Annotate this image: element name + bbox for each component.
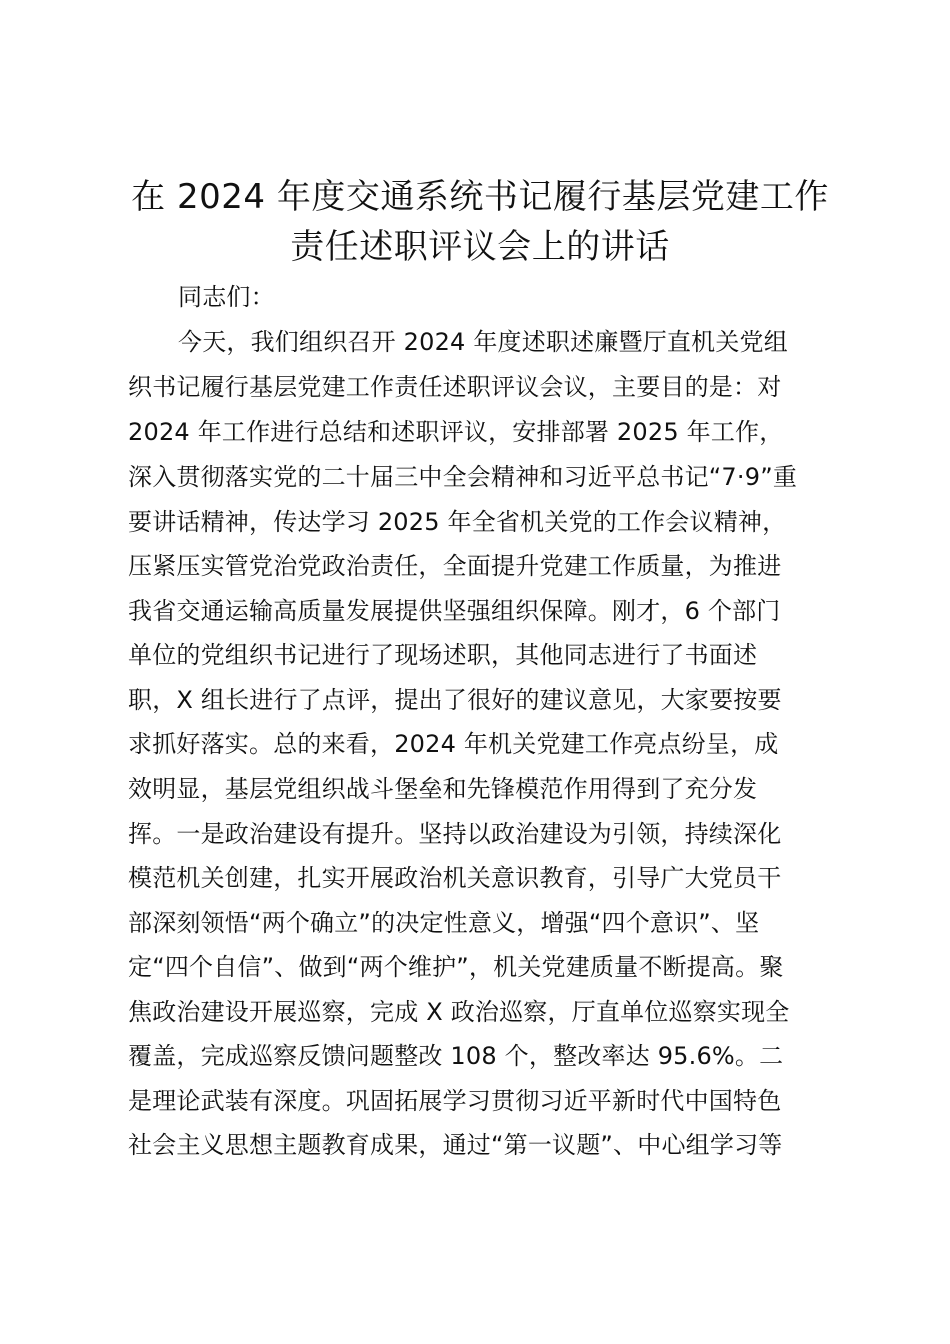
- body-line: 求抓好落实。总的来看，2024 年机关党建工作亮点纷呈，成: [128, 730, 779, 758]
- body-line: 社会主义思想主题教育成果，通过“第一议题”、中心组学习等: [128, 1131, 783, 1159]
- salutation: 同志们：: [178, 283, 275, 311]
- body-line: 覆盖，完成巡察反馈问题整改 108 个，整改率达 95.6%。二: [128, 1042, 784, 1070]
- body-line: 我省交通运输高质量发展提供坚强组织保障。刚才，6 个部门: [128, 597, 781, 625]
- document-title-line-2: 责任述职评议会上的讲话: [290, 227, 670, 267]
- body-line: 挥。一是政治建设有提升。坚持以政治建设为引领，持续深化: [128, 820, 782, 848]
- body-line: 职，X 组长进行了点评，提出了很好的建议意见，大家要按要: [128, 686, 782, 714]
- body-line: 单位的党组织书记进行了现场述职，其他同志进行了书面述: [128, 641, 758, 669]
- body-line: 部深刻领悟“两个确立”的决定性意义，增强“四个意识”、坚: [128, 909, 760, 937]
- document-title-line-1: 在 2024 年度交通系统书记履行基层党建工作: [131, 177, 829, 217]
- body-line: 定“四个自信”、做到“两个维护”，机关党建质量不断提高。聚: [128, 953, 784, 981]
- body-line: 是理论武装有深度。巩固拓展学习贯彻习近平新时代中国特色: [128, 1087, 782, 1115]
- body-line: 2024 年工作进行总结和述职评议，安排部署 2025 年工作，: [128, 418, 784, 446]
- body-line: 模范机关创建，扎实开展政治机关意识教育，引导广大党员干: [128, 864, 782, 892]
- body-line: 焦政治建设开展巡察，完成 X 政治巡察，厅直单位巡察实现全: [128, 998, 790, 1026]
- body-line: 今天，我们组织召开 2024 年度述职述廉暨厅直机关党组: [178, 328, 788, 356]
- body-line: 要讲话精神，传达学习 2025 年全省机关党的工作会议精神，: [128, 508, 787, 536]
- body-line: 压紧压实管党治党政治责任，全面提升党建工作质量，为推进: [128, 552, 782, 580]
- body-line: 深入贯彻落实党的二十届三中全会精神和习近平总书记“7·9”重: [128, 463, 798, 491]
- body-line: 织书记履行基层党建工作责任述职评议会议，主要目的是：对: [128, 373, 782, 401]
- body-line: 效明显，基层党组织战斗堡垒和先锋模范作用得到了充分发: [128, 775, 758, 803]
